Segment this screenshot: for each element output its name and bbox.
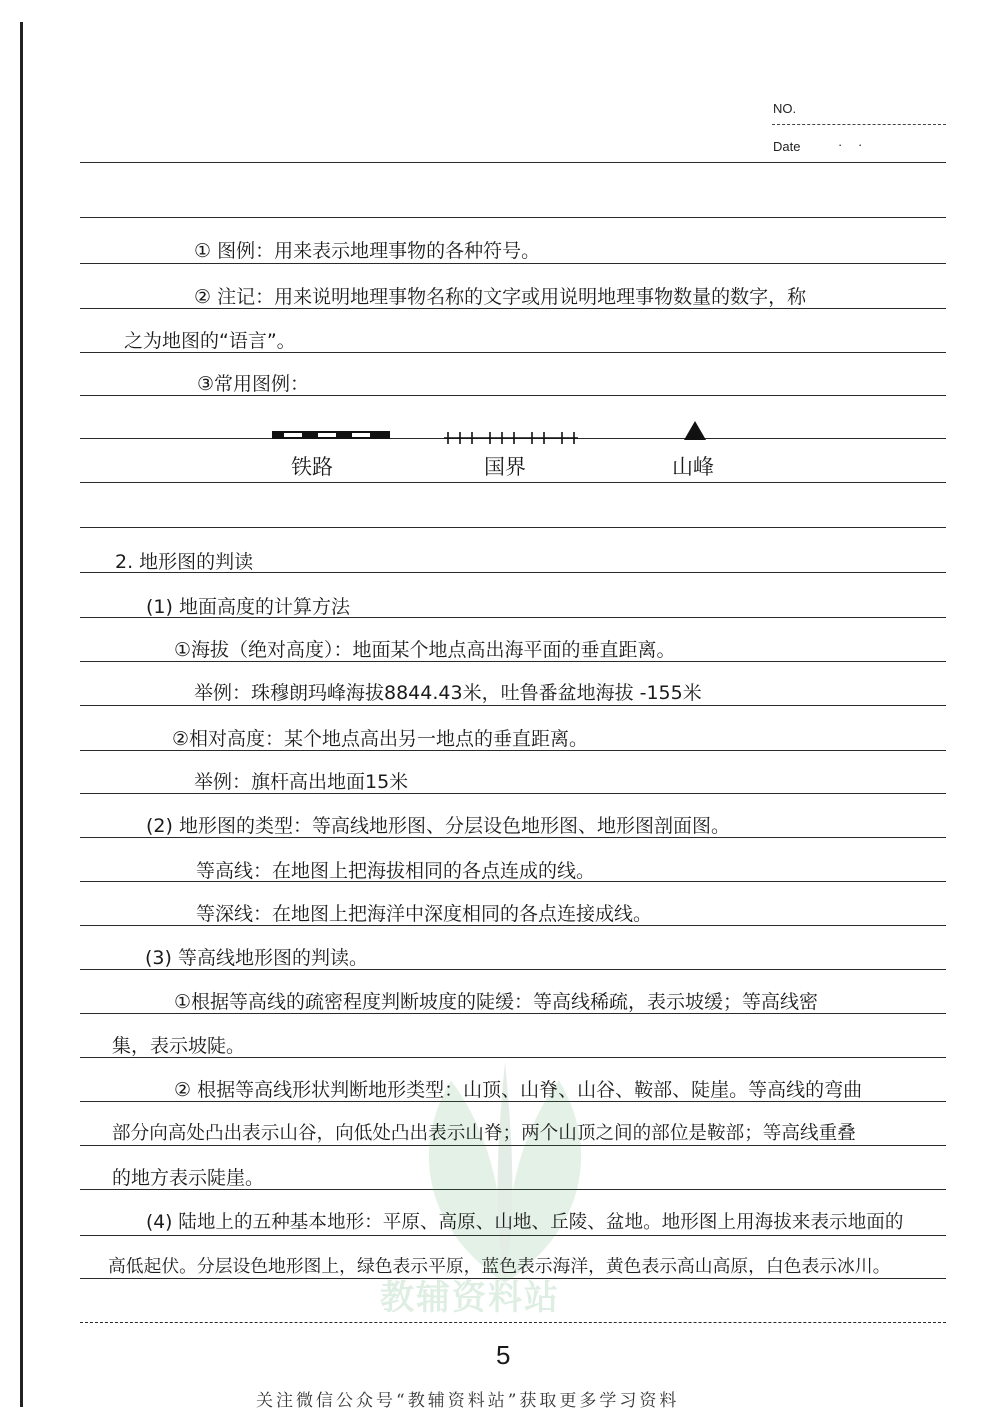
ruled-line [80,352,946,353]
text-line: 集，表示坡陡。 [112,1035,246,1057]
text-line: 高低起伏。分层设色地形图上，绿色表示平原，蓝色表示海洋，黄色表示高山高原，白色表示冰川。 [108,1256,891,1277]
ruled-line [80,308,946,309]
ruled-line [80,527,946,528]
date-label: Date [773,139,801,154]
ruled-line [80,705,946,706]
ruled-line [80,837,946,838]
ruled-line [80,217,946,218]
ruled-line [80,1013,946,1014]
text-line: 等高线：在地图上把海拔相同的各点连成的线。 [196,860,596,882]
watermark-text: 教辅资料站 [380,1278,560,1318]
text-line: ① 图例：用来表示地理事物的各种符号。 [194,240,541,262]
ruled-line [80,1101,946,1102]
text-line: (1) 地面高度的计算方法 [146,596,350,618]
ruled-line [80,750,946,751]
no-dashed-line [772,124,946,125]
text-line: 部分向高处凸出表示山谷，向低处凸出表示山脊；两个山顶之间的部位是鞍部；等高线重叠 [112,1123,856,1144]
text-line: ①海拔（绝对高度）：地面某个地点高出海平面的垂直距离。 [174,639,676,661]
ruled-line [80,969,946,970]
date-dots: · · [838,137,869,152]
border-symbol-icon [442,428,582,446]
ruled-line [80,1235,946,1236]
ruled-line [80,1189,946,1190]
text-line: ② 根据等高线形状判断地形类型：山顶、山脊、山谷、鞍部、陡崖。等高线的弯曲 [174,1079,863,1101]
ruled-line [80,1322,946,1323]
ruled-line [80,1057,946,1058]
text-line: 等深线：在地图上把海洋中深度相同的各点连接成线。 [196,903,653,925]
ruled-line [80,482,946,483]
text-line: ③常用图例： [197,373,310,395]
ruled-line [80,793,946,794]
peak-triangle-icon [682,420,708,442]
text-line: (2) 地形图的类型：等高线地形图、分层设色地形图、地形图剖面图。 [146,815,730,837]
text-line: ②相对高度：某个地点高出另一地点的垂直距离。 [172,728,589,750]
text-line: ①根据等高线的疏密程度判断坡度的陡缓：等高线稀疏，表示坡缓；等高线密 [174,991,819,1013]
ruled-line [80,925,946,926]
railway-symbol-icon [270,426,395,444]
ruled-line [80,162,946,163]
text-line: 举例：旗杆高出地面15米 [194,771,409,793]
ruled-line [80,263,946,264]
margin-line [20,22,23,1407]
footer-note: 关注微信公众号“教辅资料站”获取更多学习资料 [256,1391,680,1411]
legend-label-peak: 山峰 [672,455,714,479]
text-line: (3) 等高线地形图的判读。 [145,947,368,969]
section-heading: 2. 地形图的判读 [115,551,254,573]
text-line: 之为地图的“语言”。 [124,330,296,352]
text-line: 的地方表示陡崖。 [112,1167,265,1189]
ruled-line [80,1145,946,1146]
ruled-line [80,661,946,662]
text-line: ② 注记：用来说明地理事物名称的文字或用说明地理事物数量的数字，称 [194,286,807,308]
text-line: 举例：珠穆朗玛峰海拔8844.43米，吐鲁番盆地海拔 -155米 [194,682,702,704]
legend-label-railway: 铁路 [291,455,333,479]
text-line: (4) 陆地上的五种基本地形：平原、高原、山地、丘陵、盆地。地形图上用海拔来表示地面的 [146,1212,904,1233]
no-label: NO. [773,101,797,116]
page-number: 5 [496,1340,511,1370]
legend-label-border: 国界 [484,455,526,479]
ruled-line [80,395,946,396]
